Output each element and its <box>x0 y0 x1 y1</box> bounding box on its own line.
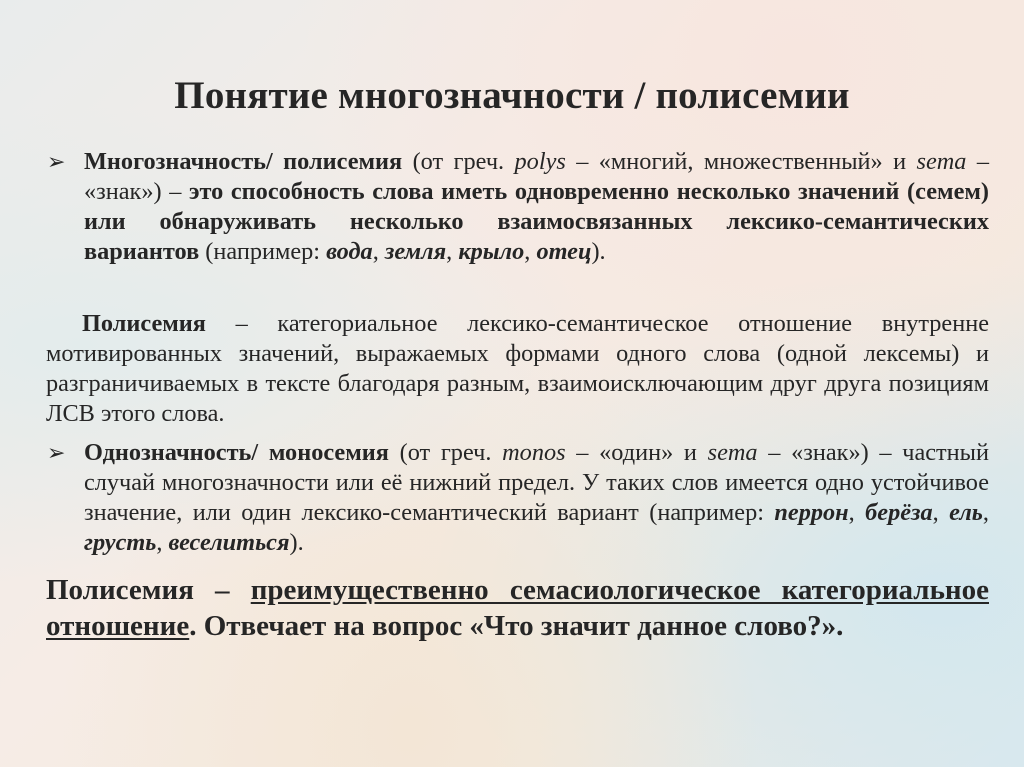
example-word: веселиться <box>168 529 290 556</box>
example-word: земля <box>384 238 447 265</box>
underlined-emphasis: преимущественно семасиологическое категориальное отношение <box>46 574 989 642</box>
example-word: грусть <box>84 529 157 556</box>
definition-text: это способность слова иметь одновременно несколько значений (семем) или обнаруживать несколько взаимосвязанных лексико-семантических вариантов <box>84 178 989 265</box>
arrow-bullet-icon: ➢ <box>47 149 66 174</box>
paragraph-monosemy-definition: Однозначность/ моносемия (от греч. monos – «один» и sema – «знак») – частный случай многозначности или её нижний предел. У таких слов имеется одно устойчивое значение, или один лексико-семантический вариант (например: перрон, берёза, ель, грусть, веселиться). <box>84 439 989 556</box>
greek-sema: sema <box>707 439 758 466</box>
greek-monos: monos <box>502 439 566 466</box>
arrow-bullet-icon: ➢ <box>47 440 66 465</box>
paragraph-polysemy-definition: Многозначность/ полисемия (от греч. polys – «многий, множественный» и sema – «знак») – это способность слова иметь одновременно несколько значений (семем) или обнаруживать несколько взаимосвязанных лексико-семантических вариантов (например: вода, земля, крыло, отец). <box>84 148 989 265</box>
greek-polys: polys <box>514 148 566 175</box>
greek-sema: sema <box>916 148 967 175</box>
example-word: берёза <box>865 499 933 526</box>
term-monosemy: Однозначность/ моносемия <box>84 439 389 466</box>
paragraph-polysemy-relation: Полисемия – категориальное лексико-семантическое отношение внутренне мотивированных значений, выражаемых формами одного слова (одной лексемы) и разграничиваемых в тексте благодаря разным, взаимоисключающим друг друга позициям ЛСВ этого слова. <box>46 310 989 427</box>
example-word: ель <box>949 499 983 526</box>
example-word: вода <box>326 238 373 265</box>
term-polysemy: Полисемия <box>82 310 206 337</box>
conclusion-statement: Полисемия – преимущественно семасиологическое категориальное отношение. Отвечает на вопрос «Что значит данное слово?». <box>46 574 989 642</box>
example-word: перрон <box>774 499 849 526</box>
example-word: крыло <box>458 238 525 265</box>
term-polysemy: Многозначность/ полисемия <box>84 148 403 175</box>
example-word: отец <box>536 238 592 265</box>
slide-title: Понятие многозначности / полисемии <box>174 74 850 117</box>
